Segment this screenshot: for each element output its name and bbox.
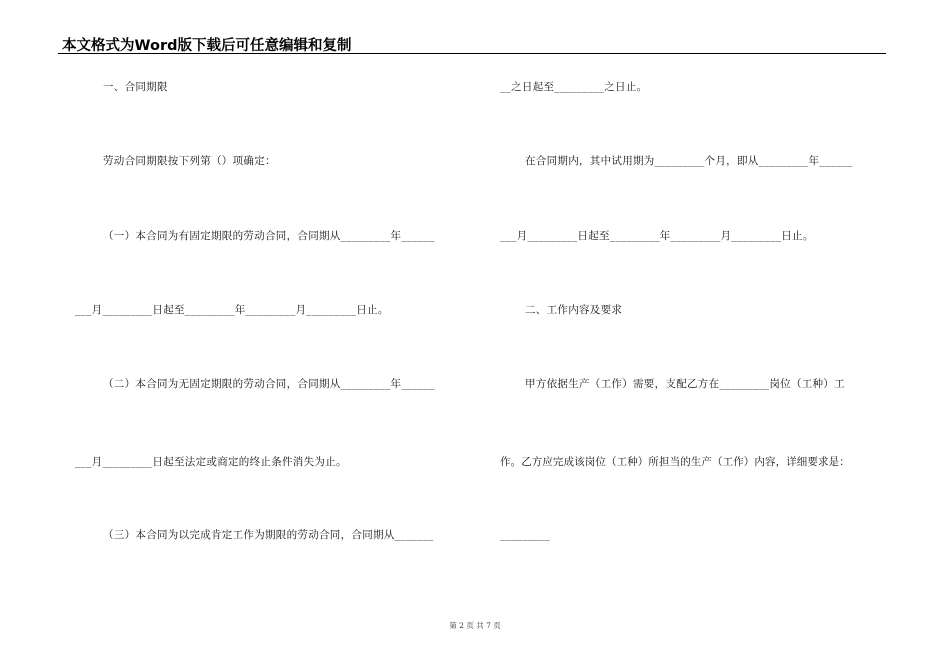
paragraph-probation-dates: ___月_________日起至_________年_________月_________日止。 — [500, 230, 814, 242]
paragraph-probation-period: 在合同期内，其中试用期为_________个月，即从_________年______ — [525, 155, 853, 167]
section-heading-contract-term: 一、合同期限 — [103, 81, 168, 93]
paragraph-job-requirements: 作。乙方应完成该岗位（工种）所担当的生产（工作）内容，详细要求是： — [500, 456, 850, 468]
blank-requirements-line: _________ — [500, 529, 550, 541]
paragraph-task-term-end: __之日起至_________之日止。 — [500, 81, 648, 93]
section-heading-job-content: 二、工作内容及要求 — [525, 304, 623, 316]
header-divider — [58, 53, 886, 54]
paragraph-fixed-term-start: （一）本合同为有固定期限的劳动合同，合同期从_________年______ — [103, 230, 435, 242]
paragraph-open-term-end: ___月_________日起至法定或商定的终止条件消失为止。 — [75, 456, 347, 468]
paragraph-open-term-start: （二）本合同为无固定期限的劳动合同，合同期从_________年______ — [103, 378, 435, 390]
paragraph-fixed-term-dates: ___月_________日起至_________年_________月_________日止。 — [75, 304, 389, 316]
paragraph-job-assignment: 甲方依据生产（工作）需要，支配乙方在_________岗位（工种）工 — [525, 378, 845, 390]
paragraph-task-term-start: （三）本合同为以完成肯定工作为期限的劳动合同，合同期从_______ — [103, 529, 434, 541]
page-number: 第 2 页 共 7 页 — [449, 621, 501, 630]
paragraph-term-selection: 劳动合同期限按下列第（）项确定： — [103, 155, 276, 167]
document-header-title: 本文格式为Word版下载后可任意编辑和复制 — [62, 38, 352, 54]
